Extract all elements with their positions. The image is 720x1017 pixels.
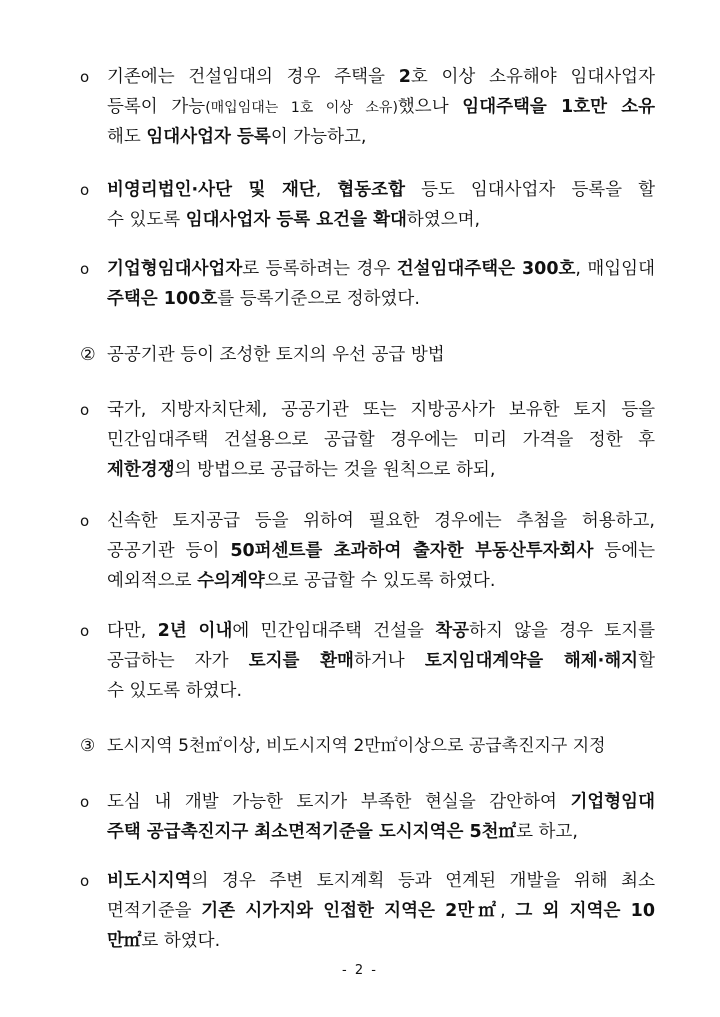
bullet-icon: o [80, 622, 90, 640]
text-line: o 신속한 토지공급 등을 위하여 필요한 경우에는 추첨을 허용하고, [80, 506, 655, 536]
text-line: 공급하는 자가 토지를 환매하거나 토지임대계약을 해제·해지할 [107, 651, 655, 671]
text-line: 예외적으로 수의계약으로 공급할 수 있도록 하였다. [107, 571, 496, 591]
section-heading-3: ③ 도시지역 5천㎡이상, 비도시지역 2만㎡이상으로 공급촉진지구 지정 [80, 731, 655, 761]
text-line: 민간임대주택 건설용으로 공급할 경우에는 미리 가격을 정한 후 [107, 430, 655, 450]
text-line: 만㎡로 하였다. [107, 931, 221, 951]
text-line: 공공기관 등이 50퍼센트를 초과하여 출자한 부동산투자회사 등에는 [107, 541, 656, 561]
text-line: o 비도시지역의 경우 주변 토지계획 등과 연계된 개발을 위해 최소 [80, 866, 655, 896]
bullet-icon: o [80, 181, 90, 199]
bullet-paragraph-lottery [80, 506, 655, 596]
bullet-icon: o [80, 872, 90, 890]
text-line: 등록이 가능(매입임대는 1호 이상 소유)했으나 임대주택을 1호만 소유 [107, 97, 655, 117]
text-line: 수 있도록 하였다. [107, 681, 243, 701]
text-line: o 비영리법인·사단 및 재단, 협동조합 등도 임대사업자 등록을 할 [80, 175, 655, 205]
bullet-icon: o [80, 68, 90, 86]
bullet-paragraph-nonprofit [80, 175, 655, 235]
section-heading-2: ② 공공기관 등이 조성한 토지의 우선 공급 방법 [80, 340, 655, 370]
text-line: 주택 공급촉진지구 최소면적기준을 도시지역은 5천㎡로 하고, [107, 822, 578, 842]
bullet-icon: o [80, 512, 90, 530]
bullet-paragraph-non-urban [80, 866, 655, 956]
bullet-icon: o [80, 793, 90, 811]
text-line: 수 있도록 임대사업자 등록 요건을 확대하였으며, [107, 210, 481, 230]
bullet-paragraph-repurchase [80, 616, 655, 706]
text-line: o 다만, 2년 이내에 민간임대주택 건설을 착공하지 않을 경우 토지를 [80, 616, 655, 646]
section-number: ③ [80, 736, 96, 756]
bullet-icon: o [80, 401, 90, 419]
text-line: o 기업형임대사업자로 등록하려는 경우 건설임대주택은 300호, 매입임대 [80, 254, 655, 284]
text-line: o 국가, 지방자치단체, 공공기관 또는 지방공사가 보유한 토지 등을 [80, 395, 655, 425]
page-number: - 2 - [342, 963, 378, 978]
text-line: 주택은 100호를 등록기준으로 정하였다. [107, 289, 420, 309]
bullet-paragraph-registration-conditions [80, 62, 655, 152]
bullet-paragraph-min-area [80, 787, 655, 847]
bullet-icon: o [80, 260, 90, 278]
text-line: 면적기준을 기존 시가지와 인접한 지역은 2만㎡, 그 외 지역은 10 [107, 901, 656, 921]
text-line: o 도심 내 개발 가능한 토지가 부족한 현실을 감안하여 기업형임대 [80, 787, 655, 817]
text-line: 제한경쟁의 방법으로 공급하는 것을 원칙으로 하되, [107, 460, 496, 480]
section-number: ② [80, 345, 96, 365]
text-line: 해도 임대사업자 등록이 가능하고, [107, 127, 367, 147]
bullet-paragraph-land-supply [80, 395, 655, 485]
bullet-paragraph-corporate-rental [80, 254, 655, 314]
text-line: o 기존에는 건설임대의 경우 주택을 2호 이상 소유해야 임대사업자 [80, 62, 655, 92]
